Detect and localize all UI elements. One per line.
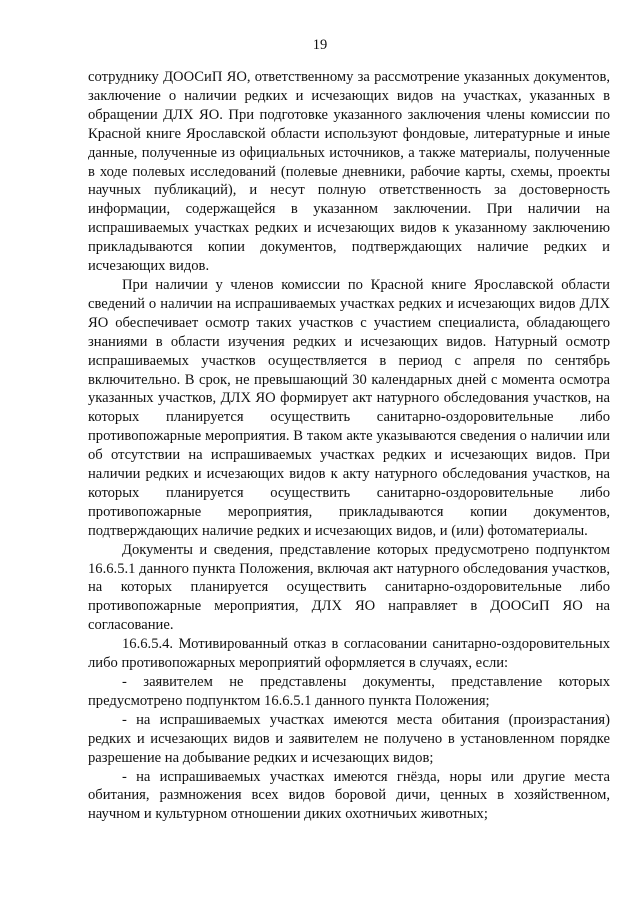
paragraph-4-clause-16-6-5-4: 16.6.5.4. Мотивированный отказ в согласовании санитарно-оздоровительных либо противопожарных мероприятий оформляется в случаях, если: xyxy=(88,636,610,672)
paragraph-3: Документы и сведения, представление которых предусмотрено подпунктом 16.6.5.1 данного пункта Положения, включая акт натурного обследования участков, на которых планируется осуществить санитарно-оздоровительные либо противопожарные мероприятия, ДЛХ ЯО направляет в ДООСиП ЯО на согласование. xyxy=(88,541,610,634)
paragraph-1: сотруднику ДООСиП ЯО, ответственному за рассмотрение указанных документов, заключение о наличии редких и исчезающих видов на участках, указанных в обращении ДЛХ ЯО. При подготовке указанного заключения члены комиссии по Красной книге Ярославской области используют фондовые, литературные и иные данные, полученные из официальных источников, а также материалы, полученные в ходе полевых исследований (полевые дневники, рабочие карты, схемы, проекты научных публикаций), и несут полную ответственность за достоверность информации, содержащейся в указанном заключении. При наличии на испрашиваемых участках редких и исчезающих видов к указанному заключению прикладываются копии документов, подтверждающих наличие редких и исчезающих видов. xyxy=(88,69,610,275)
paragraph-2: При наличии у членов комиссии по Красной книге Ярославской области сведений о наличии на испрашиваемых участках редких и исчезающих видов ДЛХ ЯО обеспечивает осмотр таких участков с участием специалиста, обладающего знаниями в области изучения редких и исчезающих видов. Натурный осмотр испрашиваемых участков осуществляется в период с апреля по сентябрь включительно. В срок, не превышающий 30 календарных дней с момента осмотра указанных участков, ДЛХ ЯО формирует акт натурного обследования участков, на которых планируется осуществить санитарно-оздоровительные либо противопожарные мероприятия. В таком акте указываются сведения о наличии или об отсутствии на испрашиваемых участках редких и исчезающих видов. При наличии редких и исчезающих видов к акту натурного обследования участков, на которых планируется осуществить санитарно-оздоровительные либо противопожарные мероприятия, прикладываются копии документов, подтверждающих наличие редких и исчезающих видов, и (или) фотоматериалы. xyxy=(88,276,610,539)
list-item-2: - на испрашиваемых участках имеются места обитания (произрастания) редких и исчезающих видов и заявителем не получено в установленном порядке разрешение на добывание редких и исчезающих видов; xyxy=(88,711,610,766)
list-item-1: - заявителем не представлены документы, представление которых предусмотрено подпунктом 16.6.5.1 данного пункта Положения; xyxy=(88,674,610,709)
list-item-3: - на испрашиваемых участках имеются гнёзда, норы или другие места обитания, размножения всех видов боровой дичи, ценных в хозяйственном, научном и культурном отношении диких охотничьих животных; xyxy=(88,768,610,823)
page-number: 19 xyxy=(312,37,328,53)
document-body xyxy=(88,68,610,824)
